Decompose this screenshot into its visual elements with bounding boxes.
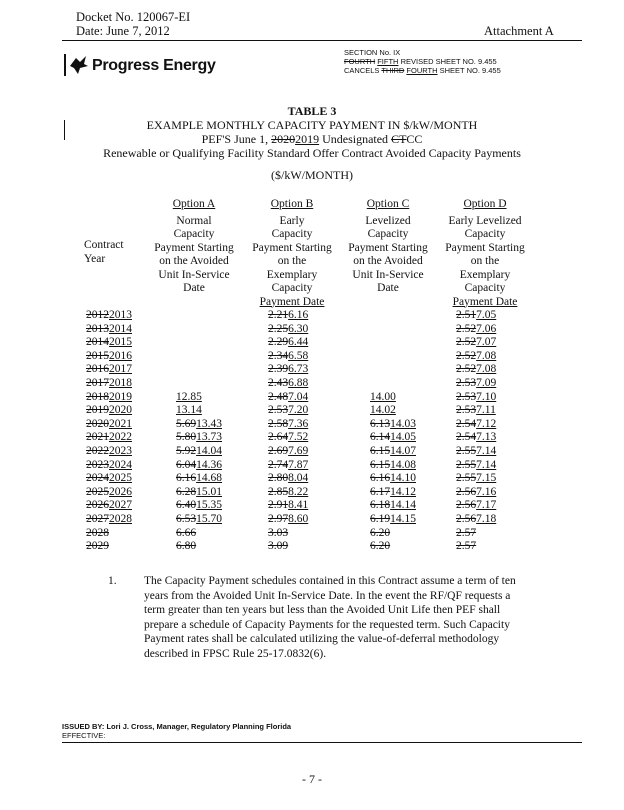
inserted-value: 14.14 [390, 499, 416, 512]
inserted-value: 8.60 [288, 513, 309, 525]
issued-by: ISSUED BY: Lori J. Cross, Manager, Regulatory Planning Florida [62, 722, 292, 731]
header-rule [62, 40, 582, 41]
deleted-value: 6.18 [370, 499, 391, 512]
note-line: The Capacity Payment schedules contained in this Contract assume a term of ten [144, 575, 516, 587]
inserted-value: 2024 [109, 458, 132, 471]
deleted-value: 2025 [86, 485, 109, 498]
deleted-value: 2.21 [268, 309, 289, 321]
deleted-value: 2014 [86, 336, 109, 349]
option-d-label-line: on the [470, 255, 500, 267]
inserted-value: 7.08 [476, 363, 497, 376]
company-name: Progress Energy [92, 57, 216, 74]
deleted-value: 2.29 [268, 336, 289, 349]
option-d-label-line: Early Levelized [448, 214, 522, 227]
deleted-value: 2016 [86, 363, 109, 376]
inserted-value: 7.09 [476, 377, 497, 389]
option-a-label-line: Unit In-Service [158, 268, 230, 281]
deleted-value: 2.52 [456, 363, 477, 376]
deleted-value: 2.52 [456, 349, 477, 362]
option-a-label-line: Normal [176, 214, 212, 227]
deleted-value: 3.03 [268, 526, 289, 539]
deleted-value: 2.57 [456, 526, 477, 539]
inserted-value: 7.14 [476, 458, 497, 471]
option-c-title: Option C [366, 198, 410, 210]
deleted-value: 2.56 [456, 499, 477, 512]
option-b-label-line: Exemplary [266, 268, 318, 281]
inserted-value: 7.36 [288, 417, 309, 430]
inserted-value: 7.12 [476, 417, 497, 430]
year-column-header: Contract Year [84, 239, 124, 265]
inserted-value: 2021 [109, 417, 132, 430]
deleted-value: 2.56 [456, 513, 477, 525]
deleted-value: 5.80 [176, 431, 197, 444]
inserted-value: 7.08 [476, 349, 497, 362]
option-d-cell [456, 539, 476, 554]
inserted-value: 2022 [109, 431, 132, 444]
inserted-value: 2028 [109, 513, 132, 525]
option-d-title: Option D [463, 198, 507, 210]
option-d-label-line: Payment Date [452, 295, 518, 308]
inserted-value: 7.52 [288, 431, 309, 444]
deleted-value: 2019 [86, 404, 109, 417]
deleted-value: 2.54 [456, 431, 477, 444]
contract-year-cell [86, 539, 109, 554]
inserted-value: 14.04 [196, 445, 222, 457]
inserted-value: 6.88 [288, 377, 309, 389]
option-a-cell [176, 539, 196, 554]
deleted-value: 2.91 [268, 499, 289, 512]
inserted-value: 6.58 [288, 349, 309, 362]
deleted-value: 6.15 [370, 445, 391, 457]
deleted-value: 6.19 [370, 513, 391, 525]
inserted-value: 8.04 [288, 472, 309, 485]
inserted-value: 6.73 [288, 363, 309, 376]
inserted-value: 7.07 [476, 336, 497, 349]
option-d-label-line: Payment Starting [445, 241, 525, 254]
option-d-header [430, 198, 540, 309]
deleted-value: 2.53 [456, 377, 477, 389]
progress-energy-logo-icon [64, 52, 90, 78]
note-line: years from the Avoided Unit In-Service Date. In the event the RF/QF requests a [144, 589, 511, 602]
inserted-value: 6.30 [288, 322, 309, 335]
option-a-label-line: Payment Starting [154, 241, 234, 254]
option-c-label-line: Unit In-Service [352, 268, 424, 281]
deleted-value: 2.34 [268, 349, 289, 362]
inserted-value: 14.12 [390, 485, 416, 498]
inserted-value: 8.22 [288, 485, 309, 498]
inserted-value: 2018 [109, 377, 132, 389]
inserted-value: 7.05 [476, 309, 497, 321]
deleted-value: 2.85 [268, 485, 289, 498]
option-c-header [338, 198, 438, 296]
inserted-value: 2013 [109, 309, 132, 321]
deleted-value: 2015 [86, 349, 109, 362]
inserted-value: 2017 [109, 363, 132, 376]
deleted-value: 3.09 [268, 540, 289, 553]
option-c-label-line: Payment Starting [348, 241, 428, 254]
deleted-value: 6.14 [370, 431, 391, 444]
inserted-value: 13.43 [196, 417, 222, 430]
inserted-value: 7.20 [288, 404, 309, 417]
inserted-value: 7.04 [288, 390, 309, 403]
inserted-value: 2014 [109, 322, 132, 335]
note-line: Payment rates shall be calculated utilizing the value-of-deferral methodology [144, 633, 500, 645]
option-d-label-line: Capacity [464, 282, 506, 294]
deleted-value: 6.66 [176, 526, 197, 539]
table-subtitle: EXAMPLE MONTHLY CAPACITY PAYMENT IN $/kW/MONTH [146, 118, 478, 132]
option-a-title: Option A [172, 198, 216, 210]
inserted-value: 14.15 [390, 513, 416, 525]
inserted-value: 14.00 [370, 390, 396, 403]
sheet-number: FOURTH FIFTH REVISED SHEET NO. 9.455 [344, 57, 497, 66]
inserted-value: 7.87 [288, 458, 309, 471]
option-c-label-line: Capacity [367, 228, 409, 240]
inserted-value: 2015 [109, 336, 132, 349]
deleted-value: 2020 [86, 417, 109, 430]
inserted-value: 7.18 [476, 513, 497, 525]
cancels-sheet: CANCELS THIRD FOURTH SHEET NO. 9.455 [344, 66, 501, 75]
option-b-label-line: Capacity [271, 228, 313, 240]
deleted-value: 2.55 [456, 458, 477, 471]
inserted-value: 2020 [109, 404, 132, 417]
inserted-value: 7.13 [476, 431, 497, 444]
deleted-value: 2.43 [268, 377, 289, 389]
note-text [144, 574, 584, 661]
inserted-value: 8.41 [288, 499, 309, 512]
deleted-value: 2.56 [456, 485, 477, 498]
deleted-value: 6.16 [176, 472, 197, 485]
option-b-label-line: on the [277, 255, 307, 267]
inserted-value: 2023 [109, 445, 132, 457]
deleted-value: 2.97 [268, 513, 289, 525]
deleted-value: 2.54 [456, 417, 477, 430]
deleted-value: 5.92 [176, 445, 197, 457]
deleted-value: 2.74 [268, 458, 289, 471]
section-number: SECTION No. IX [344, 48, 401, 57]
table-row [0, 539, 624, 554]
option-a-label-line: Date [183, 282, 205, 294]
inserted-value: 14.68 [196, 472, 222, 485]
deleted-value: 2.53 [456, 404, 477, 417]
inserted-value: 14.03 [390, 417, 416, 430]
option-b-title: Option B [270, 198, 314, 210]
table-description: Renewable or Qualifying Facility Standard Offer Contract Avoided Capacity Payments [103, 146, 521, 160]
deleted-value: 6.53 [176, 513, 197, 525]
deleted-value: 2.55 [456, 445, 477, 457]
inserted-value: 13.14 [176, 404, 202, 417]
deleted-value: 2.25 [268, 322, 289, 335]
attachment-label: Attachment A [484, 24, 554, 38]
inserted-value: 2027 [109, 499, 132, 512]
deleted-value: 2026 [86, 499, 109, 512]
inserted-value: 2019 [109, 390, 132, 403]
option-c-cell [370, 539, 390, 554]
deleted-value: 2024 [86, 472, 109, 485]
deleted-value: 5.69 [176, 417, 197, 430]
inserted-value: 2025 [109, 472, 132, 485]
option-b-label-line: Capacity [271, 282, 313, 294]
docket-number: Docket No. 120067-EI [76, 10, 191, 24]
inserted-value: 7.14 [476, 445, 497, 457]
deleted-value: 2027 [86, 513, 109, 525]
option-b-label-line: Payment Date [259, 295, 325, 308]
deleted-value: 2.51 [456, 309, 477, 321]
deleted-value: 6.80 [176, 540, 197, 553]
option-c-label-line: Date [377, 282, 399, 294]
deleted-value: 2.57 [456, 540, 477, 553]
option-d-label-line: Exemplary [459, 268, 511, 281]
deleted-value: 2.64 [268, 431, 289, 444]
inserted-value: 14.05 [390, 431, 416, 444]
deleted-value: 2.39 [268, 363, 289, 376]
footer-rule [62, 742, 582, 743]
deleted-value: 2.53 [268, 404, 289, 417]
inserted-value: 7.16 [476, 485, 497, 498]
deleted-value: 2028 [86, 526, 109, 539]
deleted-value: 6.20 [370, 540, 391, 553]
inserted-value: 7.15 [476, 472, 497, 485]
option-b-cell [268, 539, 288, 554]
option-a-label-line: Capacity [173, 228, 215, 240]
deleted-value: 2.48 [268, 390, 289, 403]
option-c-label-line: Levelized [365, 214, 411, 227]
deleted-value: 2029 [86, 540, 109, 553]
note-line: described in FPSC Rule 25-17.0832(6). [144, 647, 327, 660]
inserted-value: 7.10 [476, 390, 497, 403]
inserted-value: 6.44 [288, 336, 309, 349]
effective-label: EFFECTIVE: [62, 731, 106, 740]
inserted-value: 15.35 [196, 499, 222, 512]
inserted-value: 15.70 [196, 513, 222, 525]
deleted-value: 2013 [86, 322, 109, 335]
deleted-value: 2012 [86, 309, 109, 321]
inserted-value: 14.10 [390, 472, 416, 485]
table-title: TABLE 3 [287, 104, 337, 118]
inserted-value: 15.01 [196, 485, 222, 498]
option-a-label-line: on the Avoided [159, 255, 229, 267]
deleted-value: 2.69 [268, 445, 289, 457]
deleted-value: 6.40 [176, 499, 197, 512]
inserted-value: 7.17 [476, 499, 497, 512]
inserted-value: 7.06 [476, 322, 497, 335]
inserted-value: 14.08 [390, 458, 416, 471]
option-b-label-line: Early [279, 214, 305, 227]
deleted-value: 2.52 [456, 336, 477, 349]
deleted-value: 6.15 [370, 458, 391, 471]
deleted-value: 2021 [86, 431, 109, 444]
note-line: prepare a schedule of Capacity Payments for the requested term. Such Capacity [144, 618, 510, 631]
deleted-value: 2.55 [456, 472, 477, 485]
deleted-value: 2022 [86, 445, 109, 457]
deleted-value: 2017 [86, 377, 109, 389]
option-c-label-line: on the Avoided [353, 255, 423, 267]
inserted-value: 12.85 [176, 390, 202, 403]
deleted-value: 6.13 [370, 417, 391, 430]
deleted-value: 2018 [86, 390, 109, 403]
option-a-header [144, 198, 244, 296]
inserted-value: 7.69 [288, 445, 309, 457]
deleted-value: 2.52 [456, 322, 477, 335]
table-subtitle-2: PEF'S June 1, 20202019 Undesignated CTCC [201, 132, 423, 146]
deleted-value: 6.28 [176, 485, 197, 498]
inserted-value: 2026 [109, 485, 132, 498]
units-label: ($/kW/MONTH) [271, 168, 353, 182]
deleted-value: 6.17 [370, 485, 391, 498]
inserted-value: 6.16 [288, 309, 309, 321]
deleted-value: 6.20 [370, 526, 391, 539]
option-d-label-line: Capacity [464, 228, 506, 240]
inserted-value: 13.73 [196, 431, 222, 444]
deleted-value: 6.04 [176, 458, 197, 471]
deleted-value: 6.16 [370, 472, 391, 485]
option-b-label-line: Payment Starting [252, 241, 332, 254]
option-b-header [242, 198, 342, 309]
deleted-value: 2023 [86, 458, 109, 471]
note-line: term greater than ten years but less than the Avoided Unit Life then PEF shall [144, 604, 501, 616]
inserted-value: 14.07 [390, 445, 416, 457]
note-number: 1. [108, 575, 117, 587]
inserted-value: 7.11 [476, 404, 496, 417]
inserted-value: 14.36 [196, 458, 222, 471]
page-number: - 7 - [302, 772, 322, 786]
inserted-value: 14.02 [370, 404, 396, 417]
deleted-value: 2.53 [456, 390, 477, 403]
deleted-value: 2.58 [268, 417, 289, 430]
document-date: Date: June 7, 2012 [76, 24, 170, 38]
deleted-value: 2.80 [268, 472, 289, 485]
inserted-value: 2016 [109, 349, 132, 362]
